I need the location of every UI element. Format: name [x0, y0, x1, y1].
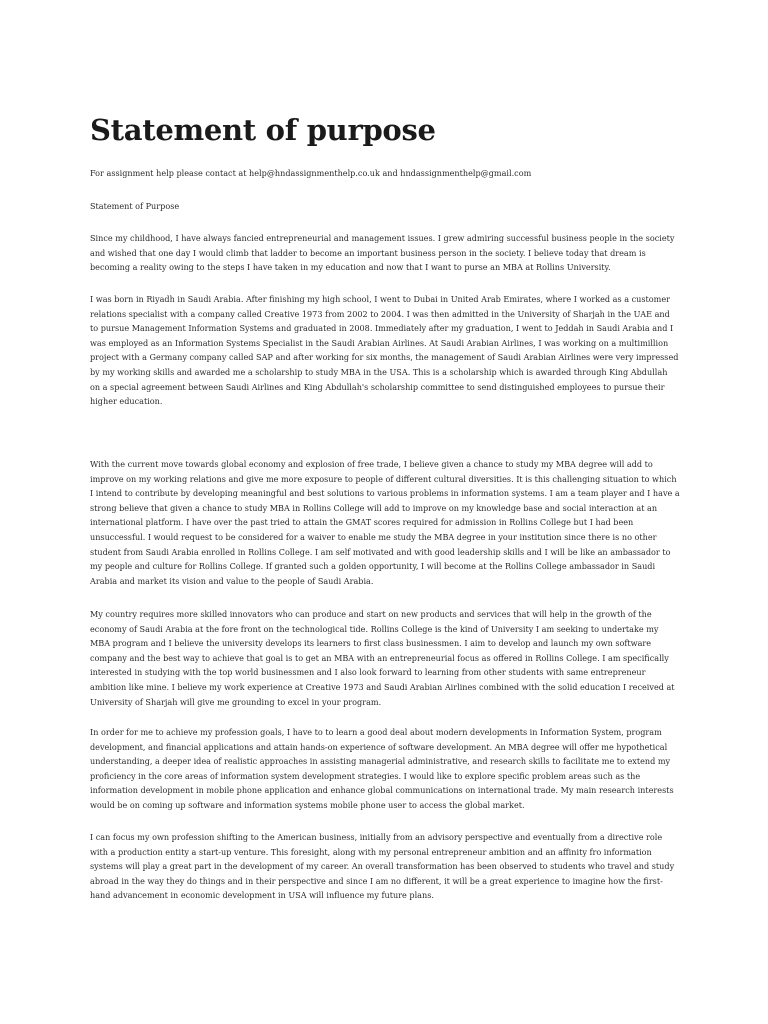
- document-title: Statement of purpose: [90, 113, 436, 147]
- contact-line: For assignment help please contact at help@hndassignmenthelp.co.uk and hndassignmenthelp@gmail.com: [90, 168, 532, 178]
- paragraph-childhood: Since my childhood, I have always fancied entrepreneurial and management issues. I grew admiring successful business people in the society and wished that one day I would climb that ladder to become an important business person in the society. I believe today that dream is becoming a reality owing to the steps I have taken in my education and now that I want to purse an MBA at Rollins University.: [90, 233, 675, 273]
- paragraph-country-needs: My country requires more skilled innovators who can produce and start on new products and services that will help in the growth of the economy of Saudi Arabia at the fore front on the technological tide. Rollins College is the kind of University I am seeking to undertake my MBA program and I believe the university develops its learners to first class businessmen. I aim to develop and launch my own software company and the best way to achieve that goal is to get an MBA with an entrepreneurial focus as offered in Rollins College. I am specifically interested in studying with the top world businessmen and I also look forward to learning from other students with same entrepreneur ambition like mine. I believe my work experience at Creative 1973 and Saudi Arabian Airlines combined with the solid education I received at University of Sharjah will give me grounding to excel in your program.: [90, 609, 675, 707]
- paragraph-profession-goals: In order for me to achieve my profession goals, I have to to learn a good deal about modern developments in Information System, program development, and financial applications and attain hands-on experience of software development. An MBA degree will offer me hypothetical understanding, a deeper idea of realistic approaches in assisting managerial administrative, and research skills to facilitate me to extend my proficiency in the core areas of information system development strategies. I would like to explore specific problem areas such as the information development in mobile phone application and enhance global communications on international trade. My main research interests would be on coming up software and information systems mobile phone user to access the global market.: [90, 727, 674, 810]
- paragraph-background: I was born in Riyadh in Saudi Arabia. After finishing my high school, I went to Dubai in United Arab Emirates, where I worked as a customer relations specialist with a company called Creative 1973 from 2002 to 2004. I was then admitted in the University of Sharjah in the UAE and to pursue Management Information Systems and graduated in 2008. Immediately after my graduation, I went to Jeddah in Saudi Arabia and I was employed as an Information Systems Specialist in the Saudi Arabian Airlines. At Saudi Arabian Airlines, I was working on a multimillion project with a Germany company called SAP and after working for six months, the management of Saudi Arabian Airlines were very impressed by my working skills and awarded me a scholarship to study MBA in the USA. This is a scholarship which is awarded through King Abdullah on a special agreement between Saudi Airlines and King Abdullah's scholarship committee to send distinguished employees to pursue their higher education.: [90, 294, 679, 407]
- section-heading: Statement of Purpose: [90, 201, 180, 211]
- paragraph-american-business: I can focus my own profession shifting to the American business, initially from an advisory perspective and eventually from a directive role with a production entity a start-up venture. This foresight, along with my personal entrepreneur ambition and an affinity fro information systems will play a great part in the development of my career. An overall transformation has been observed to students who travel and study abroad in the way they do things and in their perspective and since I am no different, it will be a great experience to imagine how the first-hand advancement in economic development in USA will influence my future plans.: [90, 832, 675, 901]
- paragraph-global-economy: With the current move towards global economy and explosion of free trade, I believe given a chance to study my MBA degree will add to improve on my working relations and give me more exposure to people of different cultural diversities. It is this challenging situation to which I intend to contribute by developing meaningful and best solutions to various problems in information systems. I am a team player and I have a strong believe that given a chance to study MBA in Rollins College will add to improve on my knowledge base and social interaction at an international platform. I have over the past tried to attain the GMAT scores required for admission in Rollins College but I had been unsuccessful. I would request to be considered for a waiver to enable me study the MBA degree in your institution since there is no other student from Saudi Arabia enrolled in Rollins College. I am self motivated and with good leadership skills and I will be like an ambassador to my people and culture for Rollins College. If granted such a golden opportunity, I will become at the Rollins College ambassador in Saudi Arabia and market its vision and value to the people of Saudi Arabia.: [90, 459, 680, 586]
